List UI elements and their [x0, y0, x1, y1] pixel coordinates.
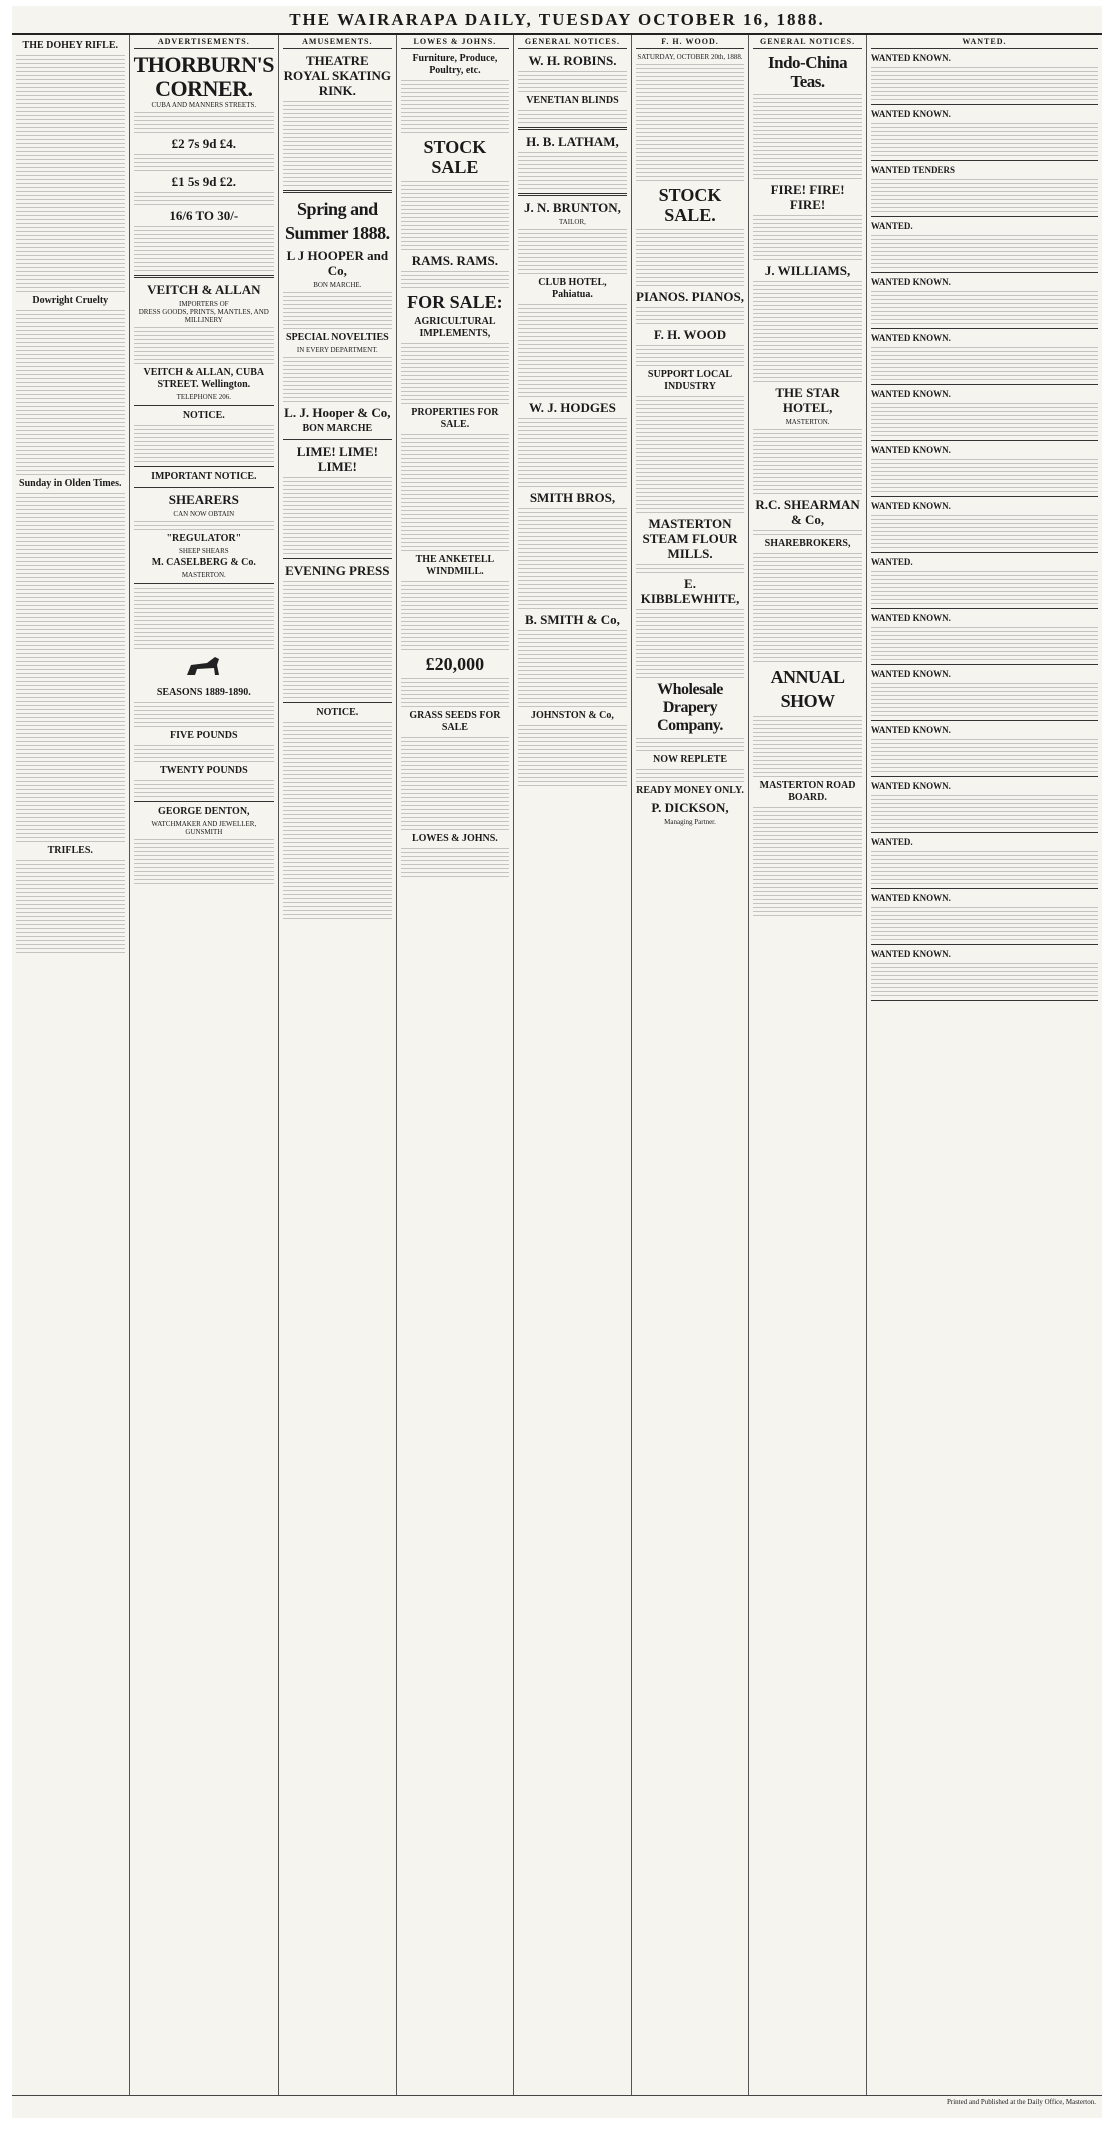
- wanted-ad: [871, 613, 1098, 665]
- ad-title: MASTERTON STEAM FLOUR MILLS.: [642, 516, 738, 562]
- ad-title: PIANOS. PIANOS,: [636, 289, 745, 305]
- ad-title: R.C. SHEARMAN & Co,: [755, 497, 860, 528]
- wanted-ad-heading: WANTED KNOWN.: [870, 445, 951, 456]
- ad-title: Wholesale Drapery Company.: [657, 681, 723, 735]
- wanted-ad-heading: WANTED KNOWN.: [870, 669, 951, 680]
- ad-price: £2 7s 9d £4.: [171, 136, 236, 152]
- ad-title: VENETIAN BLINDS: [526, 95, 619, 107]
- ad-title: J. WILLIAMS,: [764, 263, 851, 279]
- ad-subtitle: BON MARCHE.: [313, 281, 362, 290]
- ad-title: JOHNSTON & Co,: [531, 710, 614, 722]
- ad-title: SMITH BROS,: [529, 490, 616, 506]
- wanted-ad: [871, 221, 1098, 273]
- ad-title: GEORGE DENTON,: [158, 806, 250, 818]
- ad-title: STOCK SALE.: [658, 185, 722, 226]
- ad-title: SPECIAL NOVELTIES: [285, 332, 389, 344]
- ad-title: B. SMITH & Co,: [524, 612, 620, 628]
- wanted-ad: [871, 949, 1098, 1001]
- ad-title: ANNUAL SHOW: [770, 667, 845, 712]
- ad-title: Spring and Summer 1888.: [284, 199, 390, 244]
- wanted-ad-heading: WANTED KNOWN.: [870, 501, 951, 512]
- ad-title: RAMS. RAMS.: [411, 253, 499, 269]
- ad-subtitle: Managing Partner.: [664, 818, 716, 827]
- ad-title: MASTERTON ROAD BOARD.: [759, 780, 856, 804]
- column-2: [130, 35, 279, 2095]
- ad-title: EVENING PRESS: [285, 563, 390, 579]
- ad-subtitle: BON MARCHE: [302, 423, 373, 435]
- column-heading: ADVERTISEMENTS.: [134, 38, 274, 49]
- ad-town: MASTERTON.: [181, 571, 226, 580]
- ad-title: FOR SALE:: [407, 292, 503, 313]
- ad-subtitle: TAILOR,: [559, 218, 586, 227]
- wanted-ad-heading: WANTED KNOWN.: [870, 893, 951, 904]
- ad-seller: M. CASELBERG & Co.: [151, 557, 256, 569]
- ad-title: W. H. ROBINS.: [528, 53, 617, 69]
- wanted-ad: [871, 53, 1098, 105]
- wanted-ad-heading: WANTED KNOWN.: [870, 53, 951, 64]
- ad-title: THEATRE ROYAL SKATING RINK.: [283, 53, 391, 99]
- column-heading: GENERAL NOTICES.: [518, 38, 627, 49]
- ad-title: THORBURN'S CORNER.: [133, 52, 275, 102]
- story-body: [16, 860, 125, 953]
- ad-subtitle: WATCHMAKER AND JEWELLER, GUNSMITH: [151, 820, 257, 837]
- column-heading: GENERAL NOTICES.: [753, 38, 862, 49]
- wanted-ad-heading: WANTED.: [870, 557, 913, 568]
- wanted-ad-heading: WANTED KNOWN.: [870, 277, 951, 288]
- wanted-ad-heading: WANTED KNOWN.: [870, 949, 951, 960]
- ad-title: GRASS SEEDS FOR SALE: [409, 710, 501, 734]
- ad-subtitle: MASTERTON.: [785, 418, 830, 427]
- columns: [12, 35, 1102, 2096]
- ad-title: THE STAR HOTEL,: [775, 385, 840, 416]
- ad-title: NOW REPLETE: [653, 754, 728, 766]
- ad-signature: LOWES & JOHNS.: [411, 833, 498, 845]
- ad-title: H. B. LATHAM,: [526, 134, 619, 150]
- ad-title: L J HOOPER and Co,: [286, 248, 389, 279]
- wanted-ad: [871, 781, 1098, 833]
- ad-title: CLUB HOTEL, Pahiatua.: [538, 277, 607, 301]
- column-8: [867, 35, 1102, 2095]
- wanted-ad: [871, 501, 1098, 553]
- page-footer: Printed and Published at the Daily Office, Masterton.: [947, 2098, 1096, 2106]
- ad-title: FIRE! FIRE! FIRE!: [770, 182, 845, 213]
- ad-subtitle: CAN NOW OBTAIN: [173, 510, 235, 519]
- masthead: THE WAIRARAPA DAILY, TUESDAY OCTOBER 16, 1888.: [12, 6, 1102, 35]
- ad-date: SATURDAY, OCTOBER 20th, 1888.: [637, 53, 743, 62]
- wanted-ad: [871, 333, 1098, 385]
- story-body: [16, 55, 125, 292]
- newspaper-page: [12, 6, 1102, 2118]
- ad-brand: "REGULATOR": [166, 533, 242, 545]
- wanted-ad-heading: WANTED TENDERS: [870, 165, 955, 176]
- ad-items: DRESS GOODS, PRINTS, MANTLES, AND MILLINERY: [138, 308, 269, 325]
- wanted-ad: [871, 725, 1098, 777]
- ad-title: SHEARERS: [168, 492, 239, 508]
- ad-signature: VEITCH & ALLAN, CUBA STREET. Wellington.: [143, 367, 265, 391]
- ad-title: F. H. WOOD: [653, 327, 727, 343]
- story-title: Sunday in Olden Times.: [19, 478, 122, 489]
- ad-subtitle: IMPORTERS OF: [179, 300, 229, 309]
- ad-price: £1 5s 9d £2.: [171, 174, 236, 190]
- column-heading: F. H. WOOD.: [636, 38, 745, 49]
- story-title: Dowright Cruelty: [32, 295, 109, 306]
- column-heading: AMUSEMENTS.: [283, 38, 392, 49]
- wanted-ad-heading: WANTED KNOWN.: [870, 333, 951, 344]
- column-3: [279, 35, 397, 2095]
- column-heading: LOWES & JOHNS.: [401, 38, 510, 49]
- ad-title: NOTICE.: [316, 707, 359, 719]
- column-7: [749, 35, 867, 2095]
- column-heading: WANTED.: [871, 38, 1098, 49]
- wanted-ad-heading: WANTED.: [870, 221, 913, 232]
- column-5: [514, 35, 632, 2095]
- ad-title: W. J. HODGES: [528, 400, 616, 416]
- wanted-ad: [871, 445, 1098, 497]
- ad-title: IMPORTANT NOTICE.: [151, 471, 257, 483]
- ad-title: STOCK SALE: [423, 137, 487, 178]
- ad-title: L. J. Hooper & Co,: [284, 405, 391, 421]
- ad-title: £20,000: [425, 654, 485, 675]
- ad-title: E. KIBBLEWHITE,: [640, 576, 740, 607]
- wanted-ad: [871, 165, 1098, 217]
- wanted-ad-heading: WANTED KNOWN.: [870, 109, 951, 120]
- ad-item: SHEEP SHEARS: [178, 547, 229, 556]
- wanted-ad-heading: WANTED KNOWN.: [870, 389, 951, 400]
- ad-title: LIME! LIME! LIME!: [296, 444, 378, 475]
- wanted-ad: [871, 389, 1098, 441]
- story-body: [16, 493, 125, 842]
- wanted-ad: [871, 837, 1098, 889]
- ad-title: PROPERTIES FOR SALE.: [411, 407, 499, 431]
- story-title: TRIFLES.: [47, 845, 93, 856]
- ad-subtitle: IN EVERY DEPARTMENT.: [296, 346, 378, 355]
- ad-fee: FIVE POUNDS: [170, 730, 238, 742]
- ad-title: J. N. BRUNTON,: [523, 200, 621, 216]
- wanted-ad-heading: WANTED KNOWN.: [870, 613, 951, 624]
- ad-price: 16/6 TO 30/-: [169, 208, 239, 224]
- horse-illustration: [181, 653, 227, 683]
- ad-title: SHAREBROKERS,: [764, 538, 851, 550]
- wanted-ad-heading: WANTED.: [870, 837, 913, 848]
- ad-signature: P. DICKSON,: [651, 800, 729, 816]
- story-body: [16, 310, 125, 475]
- ad-title: SEASONS 1889-1890.: [156, 687, 251, 699]
- wanted-ad: [871, 557, 1098, 609]
- ad-title: READY MONEY ONLY.: [636, 785, 744, 797]
- column-4: [397, 35, 515, 2095]
- column-6: [632, 35, 750, 2095]
- wanted-ad: [871, 893, 1098, 945]
- ad-telephone: TELEPHONE 206.: [176, 393, 232, 402]
- ad-title: THE ANKETELL WINDMILL.: [415, 554, 495, 578]
- ad-subtitle: CUBA AND MANNERS STREETS.: [151, 101, 257, 110]
- ad-fee: TWENTY POUNDS: [159, 765, 248, 777]
- wanted-ad-heading: WANTED KNOWN.: [870, 781, 951, 792]
- ad-title: SUPPORT LOCAL INDUSTRY: [647, 369, 733, 393]
- ad-title: Furniture, Produce, Poultry, etc.: [412, 53, 498, 77]
- ad-title: Indo-China Teas.: [768, 53, 848, 92]
- wanted-ad-heading: WANTED KNOWN.: [870, 725, 951, 736]
- ad-title: VEITCH & ALLAN: [147, 282, 261, 298]
- story-title: THE DOHEY RIFLE.: [22, 40, 119, 51]
- ad-title: NOTICE.: [182, 410, 225, 422]
- wanted-ad: [871, 109, 1098, 161]
- wanted-list: [871, 53, 1098, 1001]
- wanted-ad: [871, 277, 1098, 329]
- ad-title: AGRICULTURAL IMPLEMENTS,: [414, 316, 496, 340]
- wanted-ad: [871, 669, 1098, 721]
- column-1: [12, 35, 130, 2095]
